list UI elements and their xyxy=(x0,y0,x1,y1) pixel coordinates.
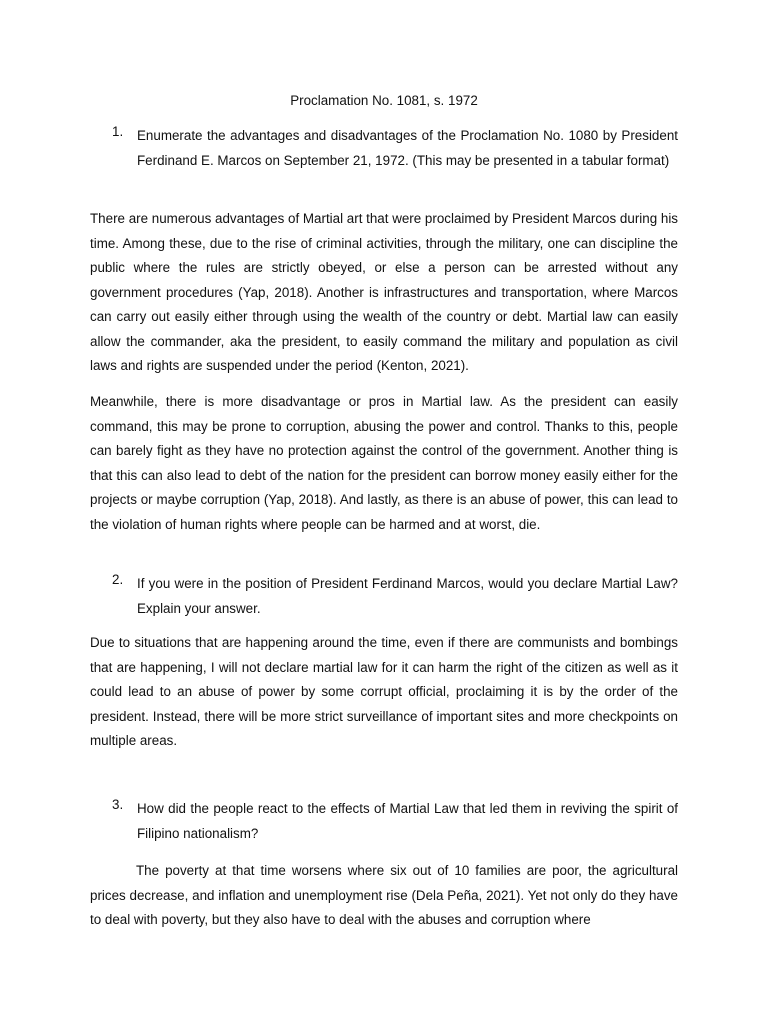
question-2 xyxy=(112,572,678,621)
answer-1-disadvantages-paragraph: Meanwhile, there is more disadvantage or pros in Martial law. As the president can easily command, this may be prone to corruption, abusing the power and control. Thanks to this, people can barely fight as they have no protection against the control of the government. Another thing is that this can also lead to debt of the nation for the president can borrow money easily either for the projects or maybe corruption (Yap, 2018). And lastly, as there is an abuse of power, this can lead to the violation of human rights where people can be harmed and at worst, die. xyxy=(90,394,678,532)
question-text: How did the people react to the effects of Martial Law that led them in reviving the spirit of Filipino nationalism? xyxy=(137,801,678,841)
answer-3-paragraph: The poverty at that time worsens where six out of 10 families are poor, the agricultural prices decrease, and inflation and unemployment rise (Dela Peña, 2021). Yet not only do they have to deal with poverty, but they also have to deal with the abuses and corruption where xyxy=(90,863,678,927)
answer-1-advantages-paragraph: There are numerous advantages of Martial art that were proclaimed by President Marcos during his time. Among these, due to the rise of criminal activities, through the military, one can discipline the public where the rules are strictly obeyed, or else a person can be arrested without any government procedures (Yap, 2018). Another is infrastructures and transportation, where Marcos can carry out easily either through using the wealth of the country or debt. Martial law can easily allow the commander, aka the president, to easily command the military and population as civil laws and rights are suspended under the period (Kenton, 2021). xyxy=(90,211,678,373)
question-1 xyxy=(112,124,678,173)
question-number: 2. xyxy=(112,572,124,587)
question-number: 3. xyxy=(112,797,124,812)
question-text: If you were in the position of President Ferdinand Marcos, would you declare Martial Law? Explain your answer. xyxy=(137,576,678,616)
document-title: Proclamation No. 1081, s. 1972 xyxy=(290,93,478,108)
question-number: 1. xyxy=(112,124,124,139)
question-3 xyxy=(112,797,678,846)
answer-2-paragraph: Due to situations that are happening around the time, even if there are communists and bombings that are happening, I will not declare martial law for it can harm the right of the citizen as well as it could lead to an abuse of power by some corrupt official, proclaiming it is by the order of the president. Instead, there will be more strict surveillance of important sites and more checkpoints on multiple areas. xyxy=(90,635,678,748)
question-text: Enumerate the advantages and disadvantages of the Proclamation No. 1080 by President Ferdinand E. Marcos on September 21, 1972. (This may be presented in a tabular format) xyxy=(137,128,678,168)
